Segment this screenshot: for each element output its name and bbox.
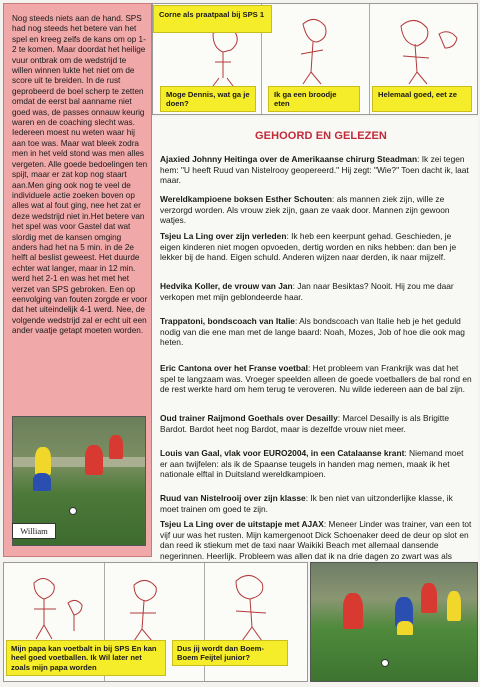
quote-item: Tsjeu La Ling over zijn verleden: Ik heb een keerpunt gehad. Geschieden, je eigen kinderen niet mogen opvoeden, dertig worden en niks hebben: dan ben je lekker bij de hand. Eigen schuld. Anderen wijzen naar derden, ik naar mijzelf. <box>160 231 457 263</box>
bottom-caption-2: Dus jij wordt dan Boem-Boem Feijtel junior? <box>172 640 288 666</box>
section-title: GEHOORD EN GELEZEN <box>255 130 387 142</box>
photo-caption: William <box>12 523 56 539</box>
football-photo-bottom <box>310 562 478 682</box>
quote-item: Louis van Gaal, vlak voor EURO2004, in een Catalaanse krant: Niemand moet er aan twijfelen: als ik de Spaanse teugels in handen mag nemen, maak ik het nationale elftal in Duitsland wereldkampioen. <box>160 448 464 480</box>
cartoon-caption-1: Moge Dennis, wat ga je doen? <box>160 86 256 112</box>
quote-item: Ajaxied Johnny Heitinga over de Amerikaanse chirurg Steadman: Ik zei tegen hem: "U heeft Ruud van Nistelrooy geopereerd." Hij zegt: "Wie?" Toen dacht ik, laat maar. <box>160 154 469 186</box>
cartoon-caption-2: Ik ga een broodje eten <box>268 86 360 112</box>
quote-item: Tsjeu La Ling over de uitstapje met AJAX: Meneer Linder was trainer, van een tot vijf uur was het rusten. Mijn kamergenoot Dick Schoenaker deed de deur op slot en dan reed ik stiekum met de taxi naar Waikiki Beach met allemaal dansende negerinnen. Heerlijk. Probleem was allen dat ik na drie dagen zo zwart was als <box>160 519 472 561</box>
cartoon-title-caption: Corne als praatpaal bij SPS 1 <box>153 5 272 33</box>
quote-item: Trappatoni, bondscoach van Italie: Als bondscoach van Italie heb je het geduld nodig van die ene man met de lange baard: Noah, Mozes, Job of hoe die ook mag heten. <box>160 316 465 348</box>
quote-item: Wereldkampioene boksen Esther Schouten: als mannen ziek zijn, wille ze verzorgd worden. Als vrouw ziek zijn, gaan ze vaak door. Mannen zijn gewoon watjes. <box>160 194 450 226</box>
bottom-caption-1: Mijn papa kan voetbalt in bij SPS En kan heel goed voetballen. Ik Wil later net zoals mijn papa worden <box>6 640 166 676</box>
quote-item: Oud trainer Raijmond Goethals over Desailly: Marcel Desailly is als Brigitte Bardot. Bardot heet nog Bardot, maar is dezelfde vrouw niet meer. <box>160 413 450 434</box>
match-report-text: Nog steeds niets aan de hand. SPS had nog steeds het betere van het spel en kreeg zelfs de kans om op 1-2 te komen. Maar doordat het heilige vuur ontbrak om de wedstrijd te willen winnen lukte het niet om de score uit te breiden. In de rust geprobeerd de boel scherp te zetten omdat de eerst bal aanname niet goed was, de passes onnauw keurig waren en de coaching slecht was. Iedereen moest nu weten waar hij aan toe was. Maar wat bleek zodra men in het veld stond was men alles vergeten. Alle goede bedoelingen ten spijt, maar er zat kop nog staart aan.Men ging ook nog te veel de individuele actie zoeken boven op alles wat al fout ging, nee het zat er deze wedstrijd niet in.Het betere van het spel was voor Gastel dat wat slordig met de kansen omging anders had het na 5 min. in de 2e helft al beslist geweest. Het duurde echter wat langer, maar in 12 min. werd het 2-1 en was het met het verzet van SPS gebroken. Een op eenvolging van fouten zorgde er voor dat het uiteindelijk 4-1 werd. Nee, de volgende wedstrijd zal er echt uit een ander vaatje getapt moeten worden. <box>12 14 148 336</box>
quote-item: Ruud van Nistelrooij over zijn klasse: Ik ben niet van uitzonderlijke klasse, ik moet trainen om goed te zijn. <box>160 493 453 514</box>
quote-item: Hedvika Koller, de vrouw van Jan: Jan naar Besiktas? Nooit. Hij zou me daar verkopen met mijn geblondeerde haar. <box>160 281 454 302</box>
quotes-panel <box>152 117 478 561</box>
left-article-column <box>3 3 152 557</box>
cartoon-drawing-bottom <box>4 563 309 647</box>
cartoon-caption-3: Helemaal goed, eet ze <box>372 86 472 112</box>
quote-item: Eric Cantona over het Franse voetbal: Het probleem van Frankrijk was dat het spel te langzaam was. Vroeger speelden alleen de goede voetballers de bal rond en de rest werkte hard om hem terug te veroveren. Nu wilde iedereen aan de bal zijn. <box>160 363 472 395</box>
